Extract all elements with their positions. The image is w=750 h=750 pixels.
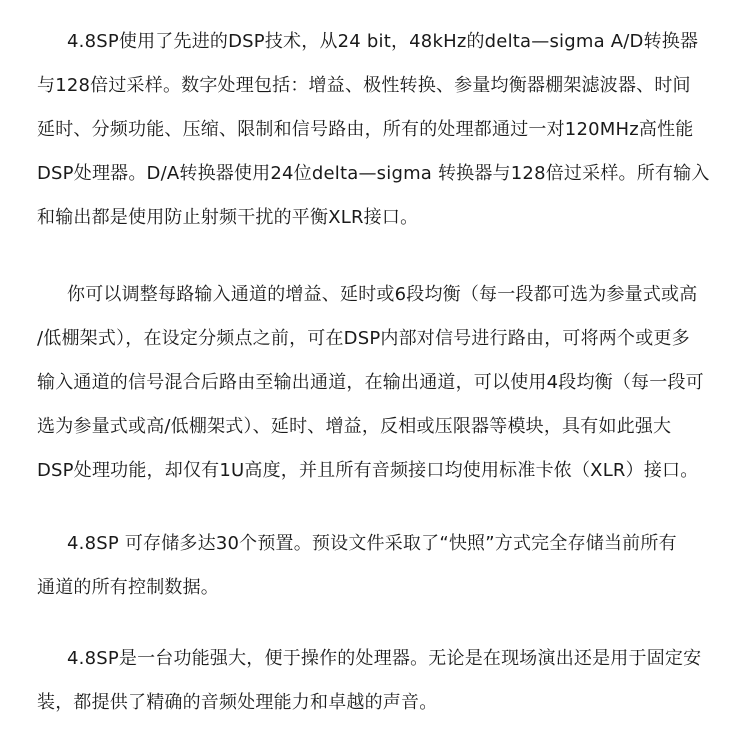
paragraph-line: 通道的所有控制数据。 — [37, 577, 219, 598]
paragraph-line: 延时、分频功能、压缩、限制和信号路由，所有的处理都通过一对120MHz高性能 — [37, 119, 694, 140]
paragraph-line: 与128倍过采样。数字处理包括：增益、极性转换、参量均衡器棚架滤波器、时间 — [37, 75, 691, 96]
paragraph-line: DSP处理器。D/A转换器使用24位delta—sigma 转换器与128倍过采样。所有输入 — [37, 163, 710, 184]
paragraph-line: 选为参量式或高/低棚架式）、延时、增益，反相或压限器等模块，具有如此强大 — [37, 416, 672, 437]
paragraph-line: 装，都提供了精确的音频处理能力和卓越的声音。 — [37, 692, 438, 713]
paragraph-line: 4.8SP是一台功能强大，便于操作的处理器。无论是在现场演出还是用于固定安 — [67, 648, 702, 669]
paragraph-line: 4.8SP使用了先进的DSP技术，从24 bit，48kHz的delta—sigma A/D转换器 — [67, 31, 699, 52]
paragraph-line: 输入通道的信号混合后路由至输出通道，在输出通道，可以使用4段均衡（每一段可 — [37, 372, 704, 393]
paragraph-line: /低棚架式），在设定分频点之前，可在DSP内部对信号进行路由，可将两个或更多 — [37, 328, 690, 349]
paragraph-line: DSP处理功能，却仅有1U高度，并且所有音频接口均使用标准卡侬（XLR）接口。 — [37, 460, 699, 481]
paragraph-line: 和输出都是使用防止射频干扰的平衡XLR接口。 — [37, 207, 419, 228]
paragraph-line: 你可以调整每路输入通道的增益、延时或6段均衡（每一段都可选为参量式或高 — [67, 284, 698, 305]
paragraph-line: 4.8SP 可存储多达30个预置。预设文件采取了“快照”方式完全存储当前所有 — [67, 533, 677, 554]
